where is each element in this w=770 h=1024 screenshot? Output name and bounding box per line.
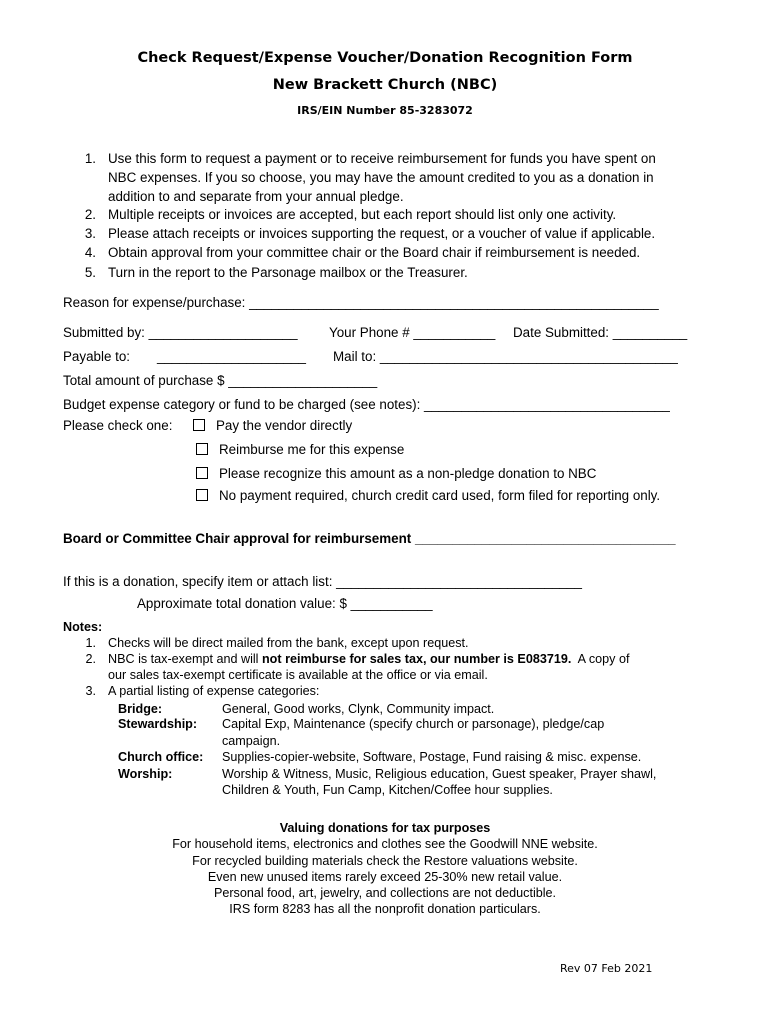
- instruction-number: 1.: [84, 151, 96, 166]
- instruction-text: Use this form to request a payment or to receive reimbursement for funds you have spent on: [108, 151, 656, 166]
- category-text: campaign.: [222, 734, 281, 748]
- instruction-text: NBC expenses. If you so choose, you may have the amount credited to you as a donation in: [108, 170, 654, 185]
- irs-number: IRS/EIN Number 85-3283072: [297, 104, 473, 117]
- note-text: [108, 652, 629, 666]
- category-text: Capital Exp, Maintenance (specify church or parsonage), pledge/cap: [222, 717, 605, 731]
- donation-item-field[interactable]: If this is a donation, specify item or attach list: _________________________________: [63, 574, 582, 589]
- note-text: Checks will be direct mailed from the bank, except upon request.: [108, 636, 469, 650]
- checkbox-donation[interactable]: [196, 467, 208, 479]
- checkbox-reimburse[interactable]: [196, 443, 208, 455]
- checkbox-pay-vendor[interactable]: [193, 419, 205, 431]
- check-one-label: Please check one:: [63, 418, 173, 433]
- donation-value-field[interactable]: Approximate total donation value: $ ___________: [137, 596, 433, 611]
- reason-field[interactable]: Reason for expense/purchase: _______________________________________________________: [63, 295, 659, 310]
- category-label: Stewardship:: [118, 717, 198, 731]
- note-number: 1.: [85, 636, 96, 650]
- note-text-plain: A copy of: [571, 652, 630, 666]
- instruction-text: Turn in the report to the Parsonage mailbox or the Treasurer.: [108, 265, 468, 280]
- date-submitted-field[interactable]: Date Submitted: __________: [513, 325, 688, 340]
- note-number: 2.: [85, 652, 96, 666]
- instruction-text: Multiple receipts or invoices are accepted, but each report should list only one activity.: [108, 207, 617, 222]
- instruction-number: 4.: [84, 245, 96, 260]
- checkbox-label: No payment required, church credit card used, form filed for reporting only.: [219, 488, 661, 503]
- submitted-by-field[interactable]: Submitted by: ____________________: [63, 325, 298, 340]
- note-text-plain: NBC is tax-exempt and will: [108, 652, 262, 666]
- total-amount-field[interactable]: Total amount of purchase $ ____________________: [63, 373, 378, 388]
- valuing-line: For household items, electronics and clothes see the Goodwill NNE website.: [172, 837, 598, 851]
- valuing-line: Personal food, art, jewelry, and collections are not deductible.: [213, 886, 557, 900]
- budget-category-field[interactable]: Budget expense category or fund to be charged (see notes): _________________________________: [63, 397, 670, 412]
- note-text: A partial listing of expense categories:: [108, 684, 320, 698]
- approval-field[interactable]: Board or Committee Chair approval for reimbursement ___________________________________: [63, 531, 676, 546]
- category-text: Worship & Witness, Music, Religious education, Guest speaker, Prayer shawl,: [222, 767, 657, 781]
- phone-field[interactable]: Your Phone # ___________: [329, 325, 496, 340]
- checkbox-label: Reimburse me for this expense: [219, 442, 405, 457]
- instruction-number: 5.: [84, 265, 96, 280]
- note-text: our sales tax-exempt certificate is available at the office or via email.: [108, 668, 488, 682]
- instruction-number: 2.: [84, 207, 96, 222]
- mail-to-field[interactable]: Mail to: ________________________________________: [333, 349, 678, 364]
- checkbox-no-payment[interactable]: [196, 489, 208, 501]
- category-label: Church office:: [118, 750, 204, 764]
- payable-to-label: Payable to:: [63, 349, 130, 364]
- category-text: Children & Youth, Fun Camp, Kitchen/Coffee hour supplies.: [222, 783, 553, 797]
- instruction-text: Please attach receipts or invoices supporting the request, or a voucher of value if applicable.: [108, 226, 656, 241]
- valuing-heading: Valuing donations for tax purposes: [279, 821, 491, 835]
- valuing-line: IRS form 8283 has all the nonprofit donation particulars.: [229, 902, 541, 916]
- sales-tax-notice: not reimburse for sales tax, our number is E083719.: [261, 652, 572, 666]
- valuing-line: Even new unused items rarely exceed 25-30% new retail value.: [207, 870, 563, 884]
- valuing-line: For recycled building materials check the Restore valuations website.: [192, 854, 578, 868]
- category-text: General, Good works, Clynk, Community impact.: [222, 702, 495, 716]
- note-number: 3.: [85, 684, 96, 698]
- category-text: Supplies-copier-website, Software, Postage, Fund raising & misc. expense.: [222, 750, 642, 764]
- church-name: New Brackett Church (NBC): [272, 77, 498, 93]
- instruction-text: Obtain approval from your committee chair or the Board chair if reimbursement is needed.: [108, 245, 641, 260]
- form-title: Check Request/Expense Voucher/Donation Recognition Form: [137, 50, 633, 66]
- checkbox-label: Please recognize this amount as a non-pledge donation to NBC: [219, 466, 597, 481]
- category-label: Bridge:: [118, 702, 163, 716]
- notes-heading: Notes:: [63, 620, 103, 634]
- instruction-text: addition to and separate from your annual pledge.: [108, 189, 404, 204]
- instruction-number: 3.: [84, 226, 96, 241]
- revision-date: Rev 07 Feb 2021: [560, 962, 653, 975]
- checkbox-label: Pay the vendor directly: [216, 418, 353, 433]
- payable-to-field[interactable]: ____________________: [157, 349, 306, 364]
- category-label: Worship:: [118, 767, 173, 781]
